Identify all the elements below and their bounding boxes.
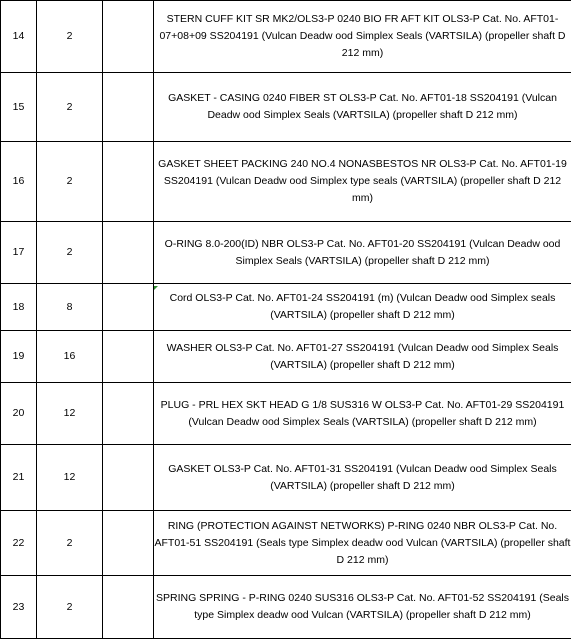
row-number-cell[interactable]: 15	[1, 73, 37, 142]
row-number-cell[interactable]: 21	[1, 445, 37, 511]
table-row	[1, 73, 571, 142]
quantity-cell[interactable]: 12	[37, 445, 103, 511]
empty-cell[interactable]	[103, 383, 154, 445]
parts-table-body	[1, 1, 571, 639]
table-row	[1, 284, 571, 331]
table-row	[1, 576, 571, 639]
quantity-cell[interactable]: 2	[37, 73, 103, 142]
row-number-cell[interactable]: 20	[1, 383, 37, 445]
row-number-cell[interactable]: 23	[1, 576, 37, 639]
description-cell[interactable]: PLUG - PRL HEX SKT HEAD G 1/8 SUS316 W OLS3-P Cat. No. AFT01-29 SS204191 (Vulcan Deadw ood Simplex Seals (VARTSILA) (propeller shaft D 212 mm)	[154, 383, 571, 445]
quantity-cell[interactable]: 16	[37, 331, 103, 383]
table-row	[1, 383, 571, 445]
quantity-cell[interactable]: 2	[37, 511, 103, 576]
quantity-cell[interactable]: 2	[37, 222, 103, 284]
empty-cell[interactable]	[103, 445, 154, 511]
table-row	[1, 142, 571, 222]
table-row	[1, 445, 571, 511]
empty-cell[interactable]	[103, 222, 154, 284]
quantity-cell[interactable]: 2	[37, 142, 103, 222]
empty-cell[interactable]	[103, 576, 154, 639]
description-cell[interactable]: RING (PROTECTION AGAINST NETWORKS) P-RING 0240 NBR OLS3-P Cat. No. AFT01-51 SS204191 (Seals type Simplex deadw ood Vulcan (VARTSILA) (propeller shaft D 212 mm)	[154, 511, 571, 576]
description-cell[interactable]: STERN CUFF KIT SR MK2/OLS3-P 0240 BIO FR AFT KIT OLS3-P Cat. No. AFT01-07+08+09 SS204191 (Vulcan Deadw ood Simplex Seals (VARTSILA) (propeller shaft D 212 mm)	[154, 1, 571, 73]
empty-cell[interactable]	[103, 142, 154, 222]
description-cell[interactable]: SPRING SPRING - P-RING 0240 SUS316 OLS3-P Cat. No. AFT01-52 SS204191 (Seals type Simplex deadw ood Vulcan (VARTSILA) (propeller shaft D 212 mm)	[154, 576, 571, 639]
description-cell[interactable]: GASKET OLS3-P Cat. No. AFT01-31 SS204191 (Vulcan Deadw ood Simplex Seals (VARTSILA) (propeller shaft D 212 mm)	[154, 445, 571, 511]
quantity-cell[interactable]: 2	[37, 576, 103, 639]
quantity-cell[interactable]: 8	[37, 284, 103, 331]
table-row	[1, 1, 571, 73]
row-number-cell[interactable]: 22	[1, 511, 37, 576]
row-number-cell[interactable]: 18	[1, 284, 37, 331]
table-row	[1, 511, 571, 576]
description-cell[interactable]: GASKET - CASING 0240 FIBER ST OLS3-P Cat. No. AFT01-18 SS204191 (Vulcan Deadw ood Simplex Seals (VARTSILA) (propeller shaft D 212 mm)	[154, 73, 571, 142]
cell-comment-marker	[154, 286, 158, 290]
empty-cell[interactable]	[103, 1, 154, 73]
row-number-cell[interactable]: 17	[1, 222, 37, 284]
empty-cell[interactable]	[103, 331, 154, 383]
quantity-cell[interactable]: 12	[37, 383, 103, 445]
empty-cell[interactable]	[103, 284, 154, 331]
row-number-cell[interactable]: 19	[1, 331, 37, 383]
description-cell[interactable]: O-RING 8.0-200(ID) NBR OLS3-P Cat. No. AFT01-20 SS204191 (Vulcan Deadw ood Simplex Seals (VARTSILA) (propeller shaft D 212 mm)	[154, 222, 571, 284]
table-row	[1, 331, 571, 383]
row-number-cell[interactable]: 16	[1, 142, 37, 222]
description-cell[interactable]: GASKET SHEET PACKING 240 NO.4 NONASBESTOS NR OLS3-P Cat. No. AFT01-19 SS204191 (Vulcan Deadw ood Simplex type seals (VARTSILA) (propeller shaft D 212 mm)	[154, 142, 571, 222]
table-row	[1, 222, 571, 284]
empty-cell[interactable]	[103, 73, 154, 142]
description-cell[interactable]: WASHER OLS3-P Cat. No. AFT01-27 SS204191 (Vulcan Deadw ood Simplex Seals (VARTSILA) (propeller shaft D 212 mm)	[154, 331, 571, 383]
empty-cell[interactable]	[103, 511, 154, 576]
description-cell[interactable]: Cord OLS3-P Cat. No. AFT01-24 SS204191 (m) (Vulcan Deadw ood Simplex seals (VARTSILA) (propeller shaft D 212 mm)	[154, 284, 571, 331]
quantity-cell[interactable]: 2	[37, 1, 103, 73]
row-number-cell[interactable]: 14	[1, 1, 37, 73]
